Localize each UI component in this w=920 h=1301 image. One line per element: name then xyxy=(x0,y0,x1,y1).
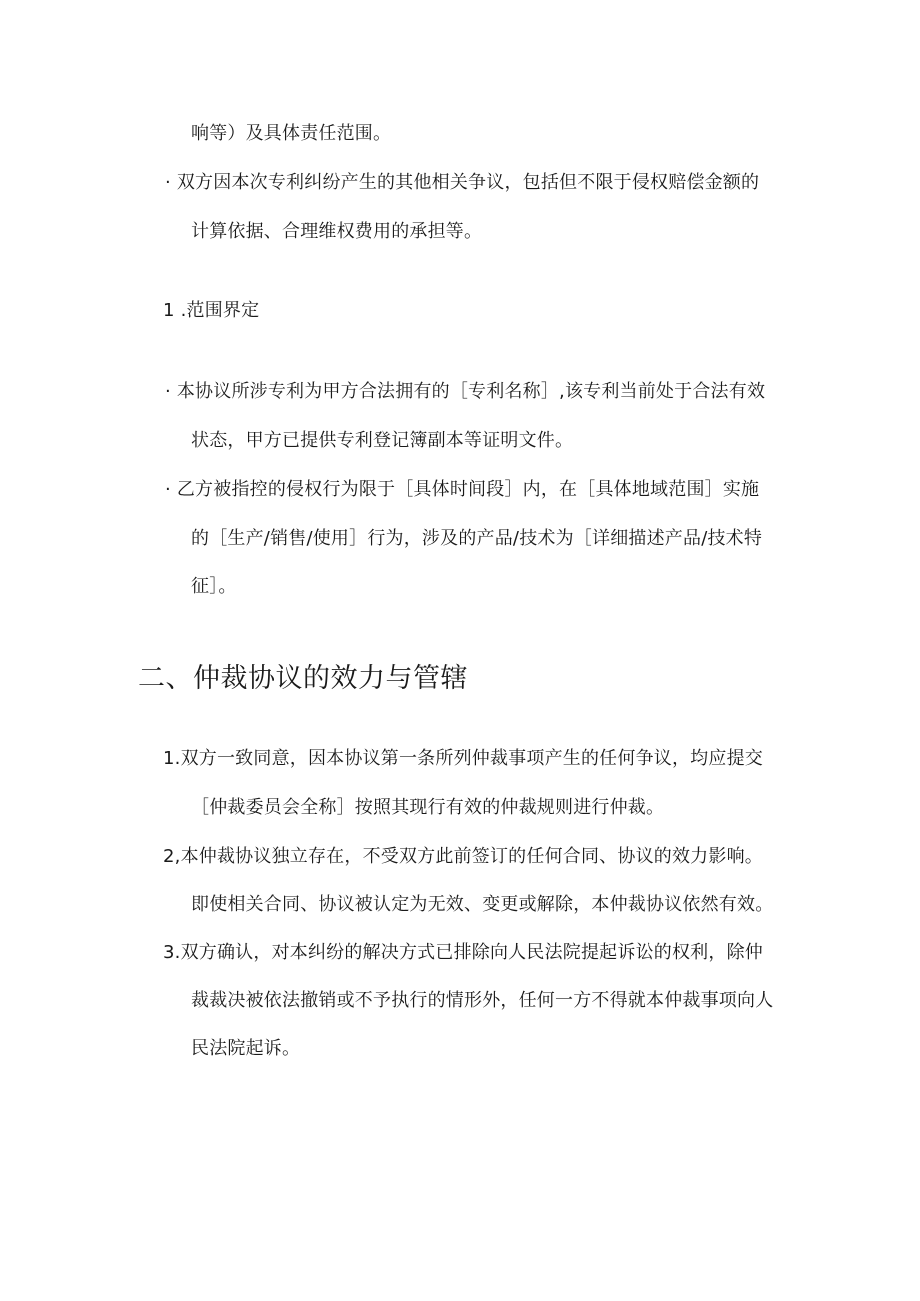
bullet-infringement-line-2: 的［生产/销售/使用］行为，涉及的产品/技术为［详细描述产品/技术特 xyxy=(191,528,763,549)
clause-2-line-1: 2,本仲裁协议独立存在，不受双方此前签订的任何合同、协议的效力影响。 xyxy=(163,846,763,867)
bullet-patent-line-2: 状态，甲方已提供专利登记簿副本等证明文件。 xyxy=(191,430,574,451)
bullet-other-disputes-line-1: · 双方因本次专利纠纷产生的其他相关争议，包括但不限于侵权赔偿金额的 xyxy=(165,172,760,193)
bullet-other-disputes-line-2: 计算依据、合理维权费用的承担等。 xyxy=(191,221,483,242)
clause-3-line-3: 民法院起诉。 xyxy=(191,1038,301,1059)
clause-3-line-1: 3.双方确认，对本纠纷的解决方式已排除向人民法院提起诉讼的权利，除仲 xyxy=(163,942,763,963)
clause-1-line-1: 1.双方一致同意，因本协议第一条所列仲裁事项产生的任何争议，均应提交 xyxy=(163,748,763,769)
paragraph-continuation-line: 响等）及具体责任范围。 xyxy=(191,123,392,144)
clause-3-line-2: 裁裁决被依法撤销或不予执行的情形外，任何一方不得就本仲裁事项向人 xyxy=(191,990,774,1011)
clause-1-line-2: ［仲裁委员会全称］按照其现行有效的仲裁规则进行仲裁。 xyxy=(191,797,665,818)
section-title-scope: 1 .范围界定 xyxy=(163,300,260,321)
bullet-infringement-line-1: · 乙方被指控的侵权行为限于［具体时间段］内，在［具体地域范围］实施 xyxy=(165,479,760,500)
bullet-infringement-line-3: 征］。 xyxy=(191,576,237,597)
clause-2-line-2: 即使相关合同、协议被认定为无效、变更或解除，本仲裁协议依然有效。 xyxy=(191,894,774,915)
bullet-patent-line-1: · 本协议所涉专利为甲方合法拥有的［专利名称］,该专利当前处于合法有效 xyxy=(165,381,766,402)
chapter-title-arbitration-validity: 二、仲裁协议的效力与管辖 xyxy=(138,663,468,694)
